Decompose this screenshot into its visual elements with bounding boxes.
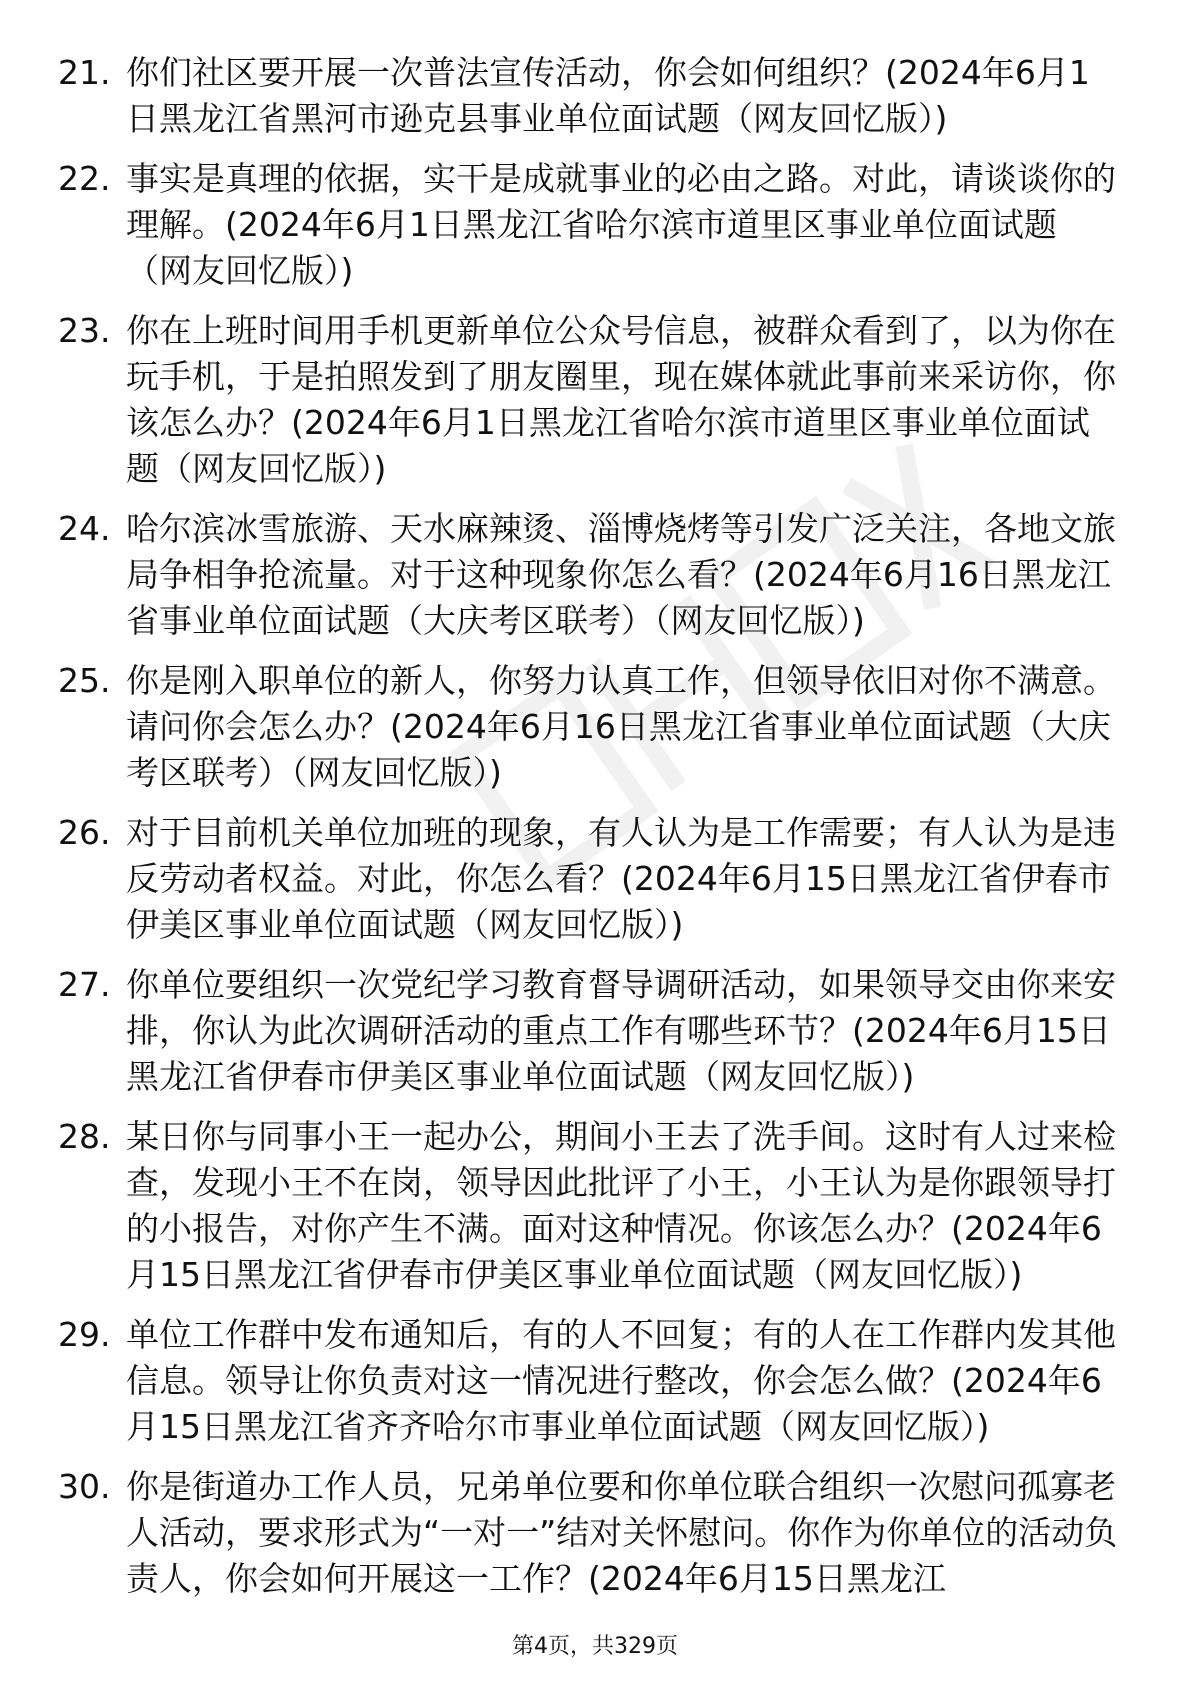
question-text: 某日你与同事小王一起办公，期间小王去了洗手间。这时有人过来检查，发现小王不在岗，领导因此批评了小王，小王认为是你跟领导打的小报告，对你产生不满。面对这种情况。你该怎么办？(2024年6月15日黑龙江省伊春市伊美区事业单位面试题（网友回忆版）) bbox=[126, 1117, 1116, 1294]
question-number: 23. bbox=[58, 311, 111, 350]
question-number: 24. bbox=[58, 509, 111, 548]
question-item-25 bbox=[58, 658, 1122, 796]
question-text: 你是刚入职单位的新人，你努力认真工作，但领导依旧对你不满意。请问你会怎么办？(2024年6月16日黑龙江省事业单位面试题（大庆考区联考）（网友回忆版）) bbox=[126, 661, 1116, 792]
question-number: 30. bbox=[58, 1467, 111, 1506]
question-text: 单位工作群中发布通知后，有的人不回复；有的人在工作群内发其他信息。领导让你负责对这一情况进行整改，你会怎么做？(2024年6月15日黑龙江省齐齐哈尔市事业单位面试题（网友回忆版）) bbox=[126, 1315, 1116, 1446]
question-item-29 bbox=[58, 1312, 1122, 1450]
question-item-23 bbox=[58, 308, 1122, 492]
question-number: 21. bbox=[58, 53, 111, 92]
question-item-28 bbox=[58, 1114, 1122, 1298]
question-number: 26. bbox=[58, 813, 111, 852]
question-text: 你单位要组织一次党纪学习教育督导调研活动，如果领导交由你来安排，你认为此次调研活动的重点工作有哪些环节？(2024年6月15日黑龙江省伊春市伊美区事业单位面试题（网友回忆版）) bbox=[126, 965, 1116, 1096]
question-number: 27. bbox=[58, 965, 111, 1004]
question-text: 对于目前机关单位加班的现象，有人认为是工作需要；有人认为是违反劳动者权益。对此，你怎么看？(2024年6月15日黑龙江省伊春市伊美区事业单位面试题（网友回忆版）) bbox=[126, 813, 1116, 944]
question-text: 事实是真理的依据，实干是成就事业的必由之路。对此，请谈谈你的理解。(2024年6月1日黑龙江省哈尔滨市道里区事业单位面试题（网友回忆版）) bbox=[126, 159, 1116, 290]
question-text: 你是街道办工作人员，兄弟单位要和你单位联合组织一次慰问孤寡老人活动，要求形式为“一对一”结对关怀慰问。你作为你单位的活动负责人，你会如何开展这一工作？(2024年6月15日黑龙江 bbox=[126, 1467, 1118, 1598]
question-text: 你在上班时间用手机更新单位公众号信息，被群众看到了，以为你在玩手机，于是拍照发到了朋友圈里，现在媒体就此事前来采访你，你该怎么办？(2024年6月1日黑龙江省哈尔滨市道里区事业单位面试题（网友回忆版）) bbox=[126, 311, 1116, 488]
question-item-30 bbox=[58, 1464, 1122, 1602]
question-item-22 bbox=[58, 156, 1122, 294]
question-text: 哈尔滨冰雪旅游、天水麻辣烫、淄博烧烤等引发广泛关注，各地文旅局争相争抢流量。对于这种现象你怎么看？(2024年6月16日黑龙江省事业单位面试题（大庆考区联考）（网友回忆版）) bbox=[126, 509, 1116, 640]
question-item-24 bbox=[58, 506, 1122, 644]
question-number: 22. bbox=[58, 159, 111, 198]
question-item-21 bbox=[58, 50, 1122, 142]
question-item-26 bbox=[58, 810, 1122, 948]
question-number: 28. bbox=[58, 1117, 111, 1156]
question-number: 29. bbox=[58, 1315, 111, 1354]
question-list bbox=[58, 50, 1122, 1616]
question-number: 25. bbox=[58, 661, 111, 700]
question-item-27 bbox=[58, 962, 1122, 1100]
page-footer: 第4页，共329页 bbox=[512, 1634, 678, 1659]
question-text: 你们社区要开展一次普法宣传活动，你会如何组织？(2024年6月1日黑龙江省黑河市逊克县事业单位面试题（网友回忆版）) bbox=[126, 53, 1090, 138]
